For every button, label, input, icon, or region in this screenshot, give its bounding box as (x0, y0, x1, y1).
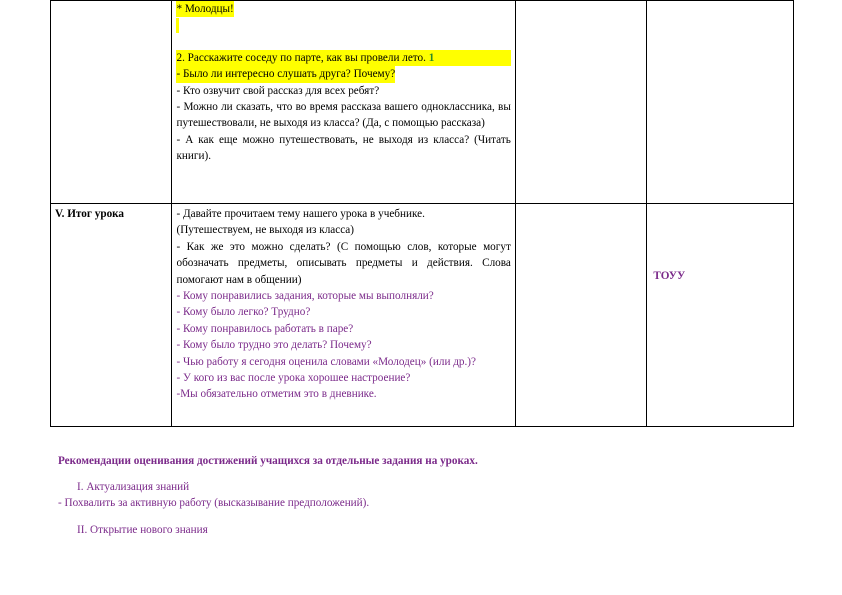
question-line: - Кому понравились задания, которые мы выполняли? (176, 290, 434, 303)
question-line: -Мы обязательно отметим это в дневнике. (176, 388, 377, 401)
table-row (51, 1, 794, 204)
grade-label: ТОУУ (653, 270, 686, 282)
question-line: - Было ли интересно слушать друга? Почему? (176, 66, 395, 82)
question-line: - Кому было трудно это делать? Почему? (176, 339, 372, 352)
text-paragraph: - А как еще можно путешествовать, не выходя из класса? (Читать книги). (176, 133, 511, 163)
question-line: - Кому было легко? Трудно? (176, 306, 311, 319)
text-paragraph: - Как же это можно сделать? (С помощью слов, которые могут обозначать предметы, описывать предметы и действия. Слова помогают нам в общении) (176, 240, 511, 286)
praise-line: * Молодцы! (176, 1, 233, 17)
stage-cell (51, 1, 172, 204)
grade-cell (647, 1, 794, 204)
table-row (51, 204, 794, 427)
section-heading: II. Открытие нового знания (77, 524, 208, 536)
text-paragraph: - Можно ли сказать, что во время рассказа вашего одноклассника, вы путешествовали, не выходя из класса? (Да, с помощью рассказа) (176, 101, 511, 130)
highlight-marker (176, 18, 179, 33)
stage-title: V. Итог урока (55, 208, 125, 220)
stage-cell (51, 204, 172, 427)
text-line: (Путешествуем, не выходя из класса) (176, 224, 355, 237)
task-number: 1 (428, 51, 435, 64)
question-line: - Кому понравилось работать в паре? (176, 322, 354, 335)
text-line: - Давайте прочитаем тему нашего урока в учебнике. (176, 208, 425, 220)
task-line (176, 50, 510, 66)
task-text: 2. Расскажите соседу по парте, как вы провели лето. (176, 51, 426, 64)
recommendations-title: Рекомендации оценивания достижений учащихся за отдельные задания на уроках. (58, 455, 478, 467)
section-heading: I. Актуализация знаний (77, 481, 190, 493)
question-line: - Чью работу я сегодня оценила словами «Молодец» (или др.)? (176, 355, 476, 368)
empty-cell (515, 1, 647, 204)
content-cell (172, 1, 515, 204)
content-cell (172, 204, 515, 427)
text-line: - Кто озвучит свой рассказ для всех ребят? (176, 84, 380, 97)
recommendation-line: - Похвалить за активную работу (высказывание предположений). (58, 497, 370, 509)
lesson-table (50, 0, 794, 427)
empty-cell (515, 204, 647, 427)
question-line: - У кого из вас после урока хорошее настроение? (176, 372, 411, 385)
grade-cell (647, 204, 794, 427)
